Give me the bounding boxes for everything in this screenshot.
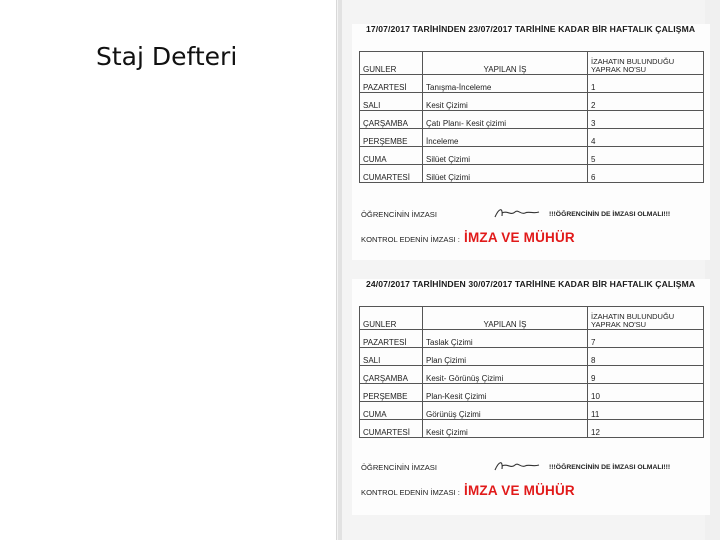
page-cell: 3 xyxy=(588,111,704,129)
task-cell: Görünüş Çizimi xyxy=(423,402,588,420)
page-cell: 8 xyxy=(588,348,704,366)
task-cell: Plan-Kesit Çizimi xyxy=(423,384,588,402)
header-page: İZAHATIN BULUNDUĞU YAPRAK NO'SU xyxy=(588,307,704,330)
day-cell: SALI xyxy=(360,348,423,366)
table-row xyxy=(360,147,704,165)
work-table xyxy=(359,306,704,438)
table-header-row xyxy=(360,52,704,75)
header-task: YAPILAN İŞ xyxy=(423,52,588,75)
table-row xyxy=(360,366,704,384)
page-cell: 10 xyxy=(588,384,704,402)
stamp-text: İMZA VE MÜHÜR xyxy=(464,483,575,498)
day-cell: PERŞEMBE xyxy=(360,129,423,147)
control-signature-row: KONTROL EDENİN İMZASI : İMZA VE MÜHÜR xyxy=(361,483,575,498)
table-row xyxy=(360,93,704,111)
task-cell: Plan Çizimi xyxy=(423,348,588,366)
student-signature-row xyxy=(361,210,671,219)
slide-title: Staj Defteri xyxy=(96,42,238,71)
week-sheet-2 xyxy=(352,279,710,515)
task-cell: Tanışma-İnceleme xyxy=(423,75,588,93)
header-task: YAPILAN İŞ xyxy=(423,307,588,330)
page-edge xyxy=(338,0,342,540)
table-header-row xyxy=(360,307,704,330)
day-cell: PAZARTESİ xyxy=(360,75,423,93)
task-cell: Silüet Çizimi xyxy=(423,147,588,165)
table-row xyxy=(360,75,704,93)
day-cell: ÇARŞAMBA xyxy=(360,366,423,384)
table-row xyxy=(360,165,704,183)
page-cell: 5 xyxy=(588,147,704,165)
week-heading: 24/07/2017 TARİHİNDEN 30/07/2017 TARİHİNE KADAR BİR HAFTALIK ÇALIŞMA xyxy=(366,279,696,289)
table-row xyxy=(360,129,704,147)
week-heading: 17/07/2017 TARİHİNDEN 23/07/2017 TARİHİNE KADAR BİR HAFTALIK ÇALIŞMA xyxy=(366,24,696,34)
stamp-text: İMZA VE MÜHÜR xyxy=(464,230,575,245)
page-cell: 11 xyxy=(588,402,704,420)
task-cell: İnceleme xyxy=(423,129,588,147)
day-cell: PAZARTESİ xyxy=(360,330,423,348)
work-table xyxy=(359,51,704,183)
task-cell: Silüet Çizimi xyxy=(423,165,588,183)
week-sheet-1 xyxy=(352,24,710,260)
control-signature-label: KONTROL EDENİN İMZASI xyxy=(361,235,456,244)
task-cell: Kesit Çizimi xyxy=(423,420,588,438)
page-cell: 6 xyxy=(588,165,704,183)
table-row xyxy=(360,420,704,438)
day-cell: CUMARTESİ xyxy=(360,165,423,183)
task-cell: Taslak Çizimi xyxy=(423,330,588,348)
day-cell: CUMA xyxy=(360,402,423,420)
student-signature-label: ÖĞRENCİNİN İMZASI xyxy=(361,463,437,472)
table-row xyxy=(360,402,704,420)
page-cell: 7 xyxy=(588,330,704,348)
task-cell: Çatı Planı- Kesit çizimi xyxy=(423,111,588,129)
control-signature-row: KONTROL EDENİN İMZASI : İMZA VE MÜHÜR xyxy=(361,230,575,245)
signature-note: !!!ÖĞRENCİNİN DE İMZASI OLMALI!!! xyxy=(549,464,671,471)
page-cell: 12 xyxy=(588,420,704,438)
header-days: GUNLER xyxy=(360,307,423,330)
day-cell: CUMA xyxy=(360,147,423,165)
day-cell: ÇARŞAMBA xyxy=(360,111,423,129)
table-row xyxy=(360,111,704,129)
table-row xyxy=(360,384,704,402)
page-cell: 1 xyxy=(588,75,704,93)
student-signature-label: ÖĞRENCİNİN İMZASI xyxy=(361,210,437,219)
handwritten-signature xyxy=(491,457,545,475)
handwritten-signature xyxy=(491,204,545,222)
day-cell: PERŞEMBE xyxy=(360,384,423,402)
table-row xyxy=(360,348,704,366)
page-cell: 4 xyxy=(588,129,704,147)
page-cell: 2 xyxy=(588,93,704,111)
signature-note: !!!ÖĞRENCİNİN DE İMZASI OLMALI!!! xyxy=(549,211,671,218)
student-signature-row xyxy=(361,463,671,472)
task-cell: Kesit Çizimi xyxy=(423,93,588,111)
day-cell: CUMARTESİ xyxy=(360,420,423,438)
page-cell: 9 xyxy=(588,366,704,384)
task-cell: Kesit- Görünüş Çizimi xyxy=(423,366,588,384)
day-cell: SALI xyxy=(360,93,423,111)
header-page: İZAHATIN BULUNDUĞU YAPRAK NO'SU xyxy=(588,52,704,75)
control-signature-label: KONTROL EDENİN İMZASI xyxy=(361,488,456,497)
table-row xyxy=(360,330,704,348)
header-days: GUNLER xyxy=(360,52,423,75)
